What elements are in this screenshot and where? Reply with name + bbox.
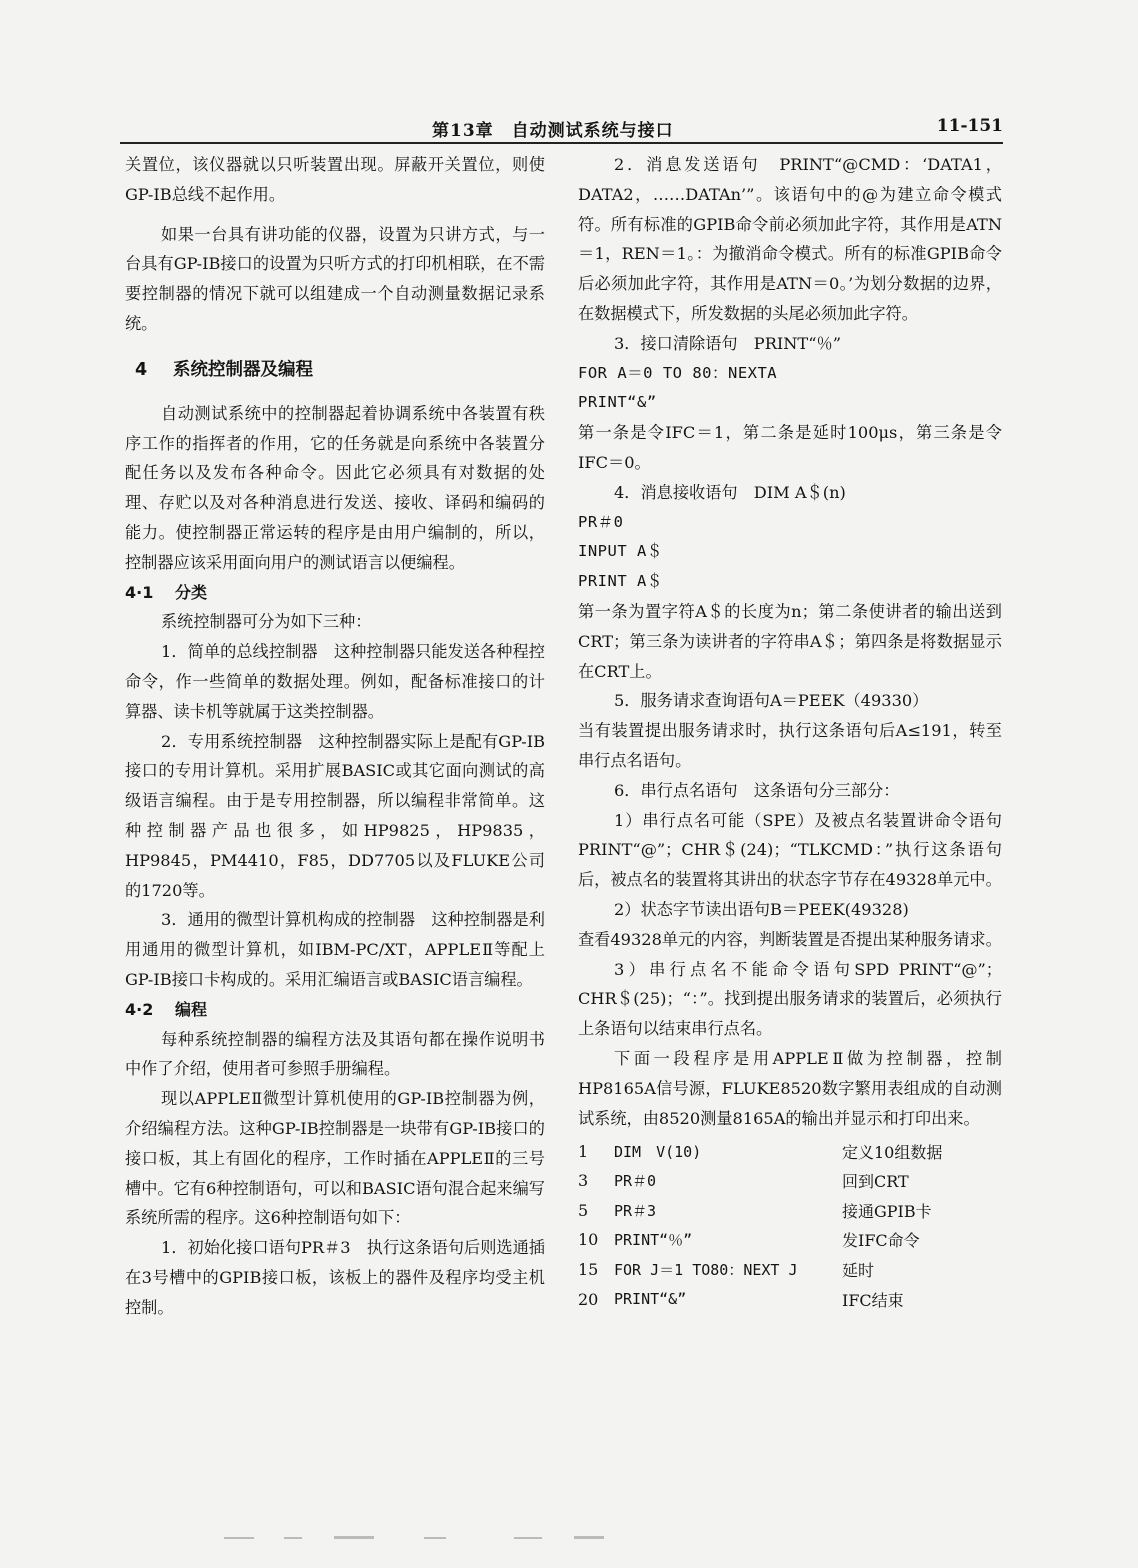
paragraph: 系统控制器可分为如下三种： [161, 612, 372, 632]
code-line: PR＃0 [578, 512, 624, 531]
paragraph: 当有装置提出服务请求时，执行这条语句后A≤191，转至串行点名语句。 [578, 721, 1002, 770]
paragraph: 1．初始化接口语句PR＃3 执行这条语句后则选通插在3号槽中的GPIB接口板，该板上的器件及程序均受主机控制。 [125, 1238, 545, 1317]
program-line [578, 1225, 992, 1255]
paragraph: 第一条为置字符A＄的长度为n；第二条使讲者的输出送到CRT；第三条为读讲者的字符串A＄；第四条是将数据显示在CRT上。 [578, 601, 1002, 681]
section-number: 4 [135, 359, 148, 380]
program-line [578, 1284, 992, 1314]
paragraph: 3．接口清除语句 PRINT“％” [614, 333, 841, 353]
paragraph: 关置位，该仪器就以只听装置出现。屏蔽开关置位，则使GP-IB总线不起作用。 [125, 155, 545, 204]
paragraph: 2．专用系统控制器 这种控制器实际上是配有GP-IB接口的专用计算机。采用扩展BASIC或其它面向测试的高级语言编程。由于是专用控制器，所以编程非常简单。这种控制器产品也很多，如HP9825，HP9835，HP9845，PM4410，F85，DD7705以及FLUKE公司的1720等。 [125, 731, 545, 900]
line-number: 15 [578, 1259, 599, 1279]
program-line [578, 1136, 992, 1166]
subsection-number: 4·1 [125, 582, 154, 602]
line-comment: 定义10组数据 [842, 1142, 943, 1162]
paragraph: 5．服务请求查询语句A＝PEEK（49330） [614, 691, 929, 711]
line-comment: 接通GPIB卡 [842, 1201, 932, 1221]
subsection-heading [125, 578, 545, 608]
line-comment: 回到CRT [842, 1172, 909, 1192]
line-number: 10 [578, 1230, 599, 1250]
line-code: PRINT“&” [614, 1290, 687, 1309]
code-line: PRINT“&” [578, 393, 657, 412]
section-heading [125, 353, 545, 387]
paragraph: 第一条是令IFC＝1，第二条是延时100μs，第三条是令IFC＝0。 [578, 423, 1002, 472]
line-code: PR＃0 [614, 1172, 657, 1191]
scan-noise [214, 1533, 634, 1543]
subsection-title: 分类 [175, 582, 208, 602]
program-line [578, 1255, 992, 1285]
paragraph: 每种系统控制器的编程方法及其语句都在操作说明书中作了介绍，使用者可参照手册编程。 [125, 1029, 545, 1079]
line-comment: 发IFC命令 [842, 1231, 920, 1251]
paragraph: 下面一段程序是用APPLEⅡ做为控制器，控制HP8165A信号源，FLUKE8520数字繁用表组成的自动测试系统，由8520测量8165A的输出并显示和打印出来。 [578, 1048, 1002, 1128]
left-column [125, 150, 545, 1322]
section-title: 系统控制器及编程 [173, 359, 313, 380]
subsection-number: 4·2 [125, 999, 154, 1019]
paragraph: 4．消息接收语句 DIM A＄(n) [614, 482, 846, 502]
running-header [120, 112, 1003, 142]
line-number: 5 [578, 1200, 589, 1220]
line-comment: 延时 [842, 1260, 875, 1280]
line-number: 1 [578, 1141, 589, 1161]
paragraph: 1．简单的总线控制器 这种控制器只能发送各种程控命令，作一些简单的数据处理。例如，配备标准接口的计算器、读卡机等就属于这类控制器。 [125, 642, 545, 721]
paragraph: 1）串行点名可能（SPE）及被点名装置讲命令语句 PRINT“@”；CHR＄(24)；“TLKCMD：”执行这条语句后，被点名的装置将其讲出的状态字节存在49328单元中。 [578, 810, 1019, 890]
paragraph: 现以APPLEⅡ微型计算机使用的GP-IB控制器为例，介绍编程方法。这种GP-IB控制器是一块带有GP-IB接口的接口板，其上有固化的程序，工作时插在APPLEⅡ的三号槽中。它有6种控制语句，可以和BASIC语句混合起来编写系统所需的程序。这6种控制语句如下： [125, 1089, 545, 1228]
paragraph: 2）状态字节读出语句B＝PEEK(49328) [614, 899, 909, 919]
subsection-title: 编程 [175, 999, 208, 1019]
line-code: FOR J＝1 TO80：NEXT J [614, 1260, 798, 1279]
program-line [578, 1195, 992, 1225]
header-rule [120, 142, 1003, 144]
code-line: FOR A＝0 TO 80：NEXTA [578, 363, 778, 382]
paragraph: 6．串行点名语句 这条语句分三部分： [614, 780, 900, 800]
line-number: 20 [578, 1289, 599, 1309]
line-comment: IFC结束 [842, 1290, 904, 1310]
code-line: PRINT A＄ [578, 572, 663, 591]
paragraph: 3）串行点名不能命令语句SPD PRINT“@”；CHR＄(25)；“：”。找到提出服务请求的装置后，必须执行上条语句以结束串行点名。 [578, 959, 1002, 1039]
paragraph: 查看49328单元的内容，判断装置是否提出某种服务请求。 [578, 929, 1002, 949]
line-code: DIM V(10) [614, 1142, 702, 1161]
line-code: PRINT“％” [614, 1231, 693, 1250]
code-line: INPUT A＄ [578, 542, 663, 561]
right-column [578, 150, 1019, 1314]
program-listing [578, 1136, 992, 1314]
paragraph: 自动测试系统中的控制器起着协调系统中各装置有秩序工作的指挥者的作用，它的任务就是向系统中各装置分配任务以及发布各种命令。因此它必须具有对数据的处理、存贮以及对各种消息进行发送、接收、译码和编码的能力。使控制器正常运转的程序是由用户编制的，所以，控制器应该采用面向用户的测试语言以便编程。 [125, 403, 545, 572]
paragraph: 如果一台具有讲功能的仪器，设置为只讲方式，与一台具有GP-IB接口的设置为只听方式的打印机相联，在不需要控制器的情况下就可以组建成一个自动测量数据记录系统。 [125, 224, 545, 333]
program-line [578, 1166, 992, 1196]
paragraph: 3．通用的微型计算机构成的控制器 这种控制器是利用通用的微型计算机，如IBM-PC/XT，APPLEⅡ等配上GP-IB接口卡构成的。采用汇编语言或BASIC语言编程。 [125, 910, 545, 989]
subsection-heading [125, 995, 545, 1025]
line-number: 3 [578, 1171, 589, 1191]
chapter-title: 第13章 自动测试系统与接口 [432, 121, 674, 141]
paragraph: 2．消息发送语句 PRINT“@CMD：‘DATA1，DATA2，……DATAn’”。该语句中的@为建立命令模式符。所有标准的GPIB命令前必须加此字符，其作用是ATN＝1，REN＝1。：为撤消命令模式。所有的标准GPIB命令后必须加此字符，其作用是ATN＝0。’为划分数据的边界，在数据模式下，所发数据的头尾必须加此字符。 [578, 155, 1002, 323]
page-number: 11-151 [936, 116, 1003, 136]
line-code: PR＃3 [614, 1201, 657, 1220]
